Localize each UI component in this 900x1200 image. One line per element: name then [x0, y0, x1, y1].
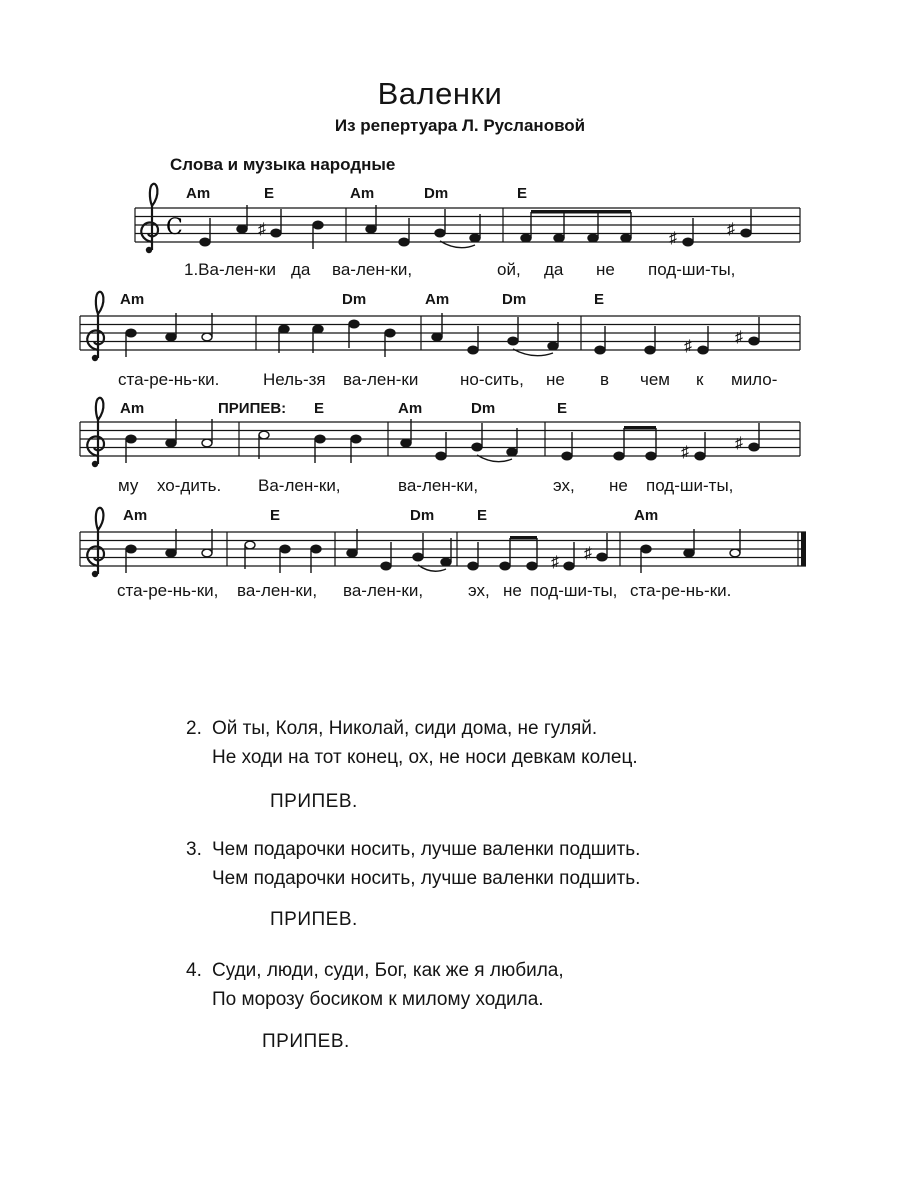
verse-number: 3.: [186, 839, 202, 860]
lyric: ста-ре-нь-ки.: [118, 370, 220, 389]
lyric: чем: [640, 370, 670, 389]
lyric: мило-: [731, 370, 778, 389]
refrain-label: ПРИПЕВ.: [262, 1031, 350, 1052]
chord: Dm: [471, 400, 496, 417]
chord: E: [264, 185, 275, 202]
lyric: Ва-лен-ки,: [258, 476, 341, 495]
verse-4: [186, 956, 564, 1014]
lyric: не: [596, 260, 615, 279]
lyric: Нель-зя: [263, 370, 326, 389]
chord: Am: [425, 291, 450, 308]
lyric: но-сить,: [460, 370, 524, 389]
lyric: му: [118, 476, 139, 495]
lyric: ва-лен-ки,: [398, 476, 479, 495]
treble-clef-icon: [141, 184, 158, 253]
refrain-label: ПРИПЕВ.: [270, 791, 358, 812]
chord: Dm: [502, 291, 527, 308]
staff-system-1: [135, 184, 800, 279]
treble-clef-icon: [87, 398, 104, 467]
song-title: Валенки: [377, 76, 503, 111]
chord: E: [477, 507, 488, 524]
chord: E: [517, 185, 528, 202]
lyric: 1.Ва-лен-ки: [184, 260, 276, 279]
staff-system-2: [80, 291, 800, 389]
chord: Am: [350, 185, 375, 202]
song-credits: Слова и музыка народные: [170, 155, 396, 174]
verse-2: [186, 714, 638, 772]
chord: Dm: [424, 185, 449, 202]
verse-3: [186, 835, 640, 893]
verse-line: Чем подарочки носить, лучше валенки подшить.: [212, 839, 641, 860]
lyric: не: [503, 581, 522, 600]
chord: Am: [120, 400, 145, 417]
lyric: под-ши-ты,: [530, 581, 618, 600]
verse-line: Ой ты, Коля, Николай, сиди дома, не гуляй.: [212, 718, 598, 739]
lyric: да: [291, 260, 311, 279]
song-subtitle: Из репертуара Л. Руслановой: [334, 116, 586, 135]
lyric: эх,: [468, 581, 490, 600]
time-signature: C: [166, 215, 183, 240]
verse-number: 4.: [186, 960, 202, 981]
verse-line: По морозу босиком к милому ходила.: [212, 989, 544, 1010]
lyric: ста-ре-нь-ки.: [630, 581, 732, 600]
lyric: хо-дить.: [157, 476, 222, 495]
lyric: эх,: [553, 476, 575, 495]
svg-text:♯: ♯: [258, 221, 266, 238]
chord: E: [594, 291, 605, 308]
svg-text:♯: ♯: [551, 554, 559, 571]
final-barline: [801, 532, 806, 566]
svg-text:♯: ♯: [735, 435, 743, 452]
chorus-label: ПРИПЕВ:: [218, 400, 287, 417]
svg-text:♯: ♯: [669, 230, 677, 247]
lyric: ва-лен-ки,: [343, 581, 424, 600]
chord: Am: [398, 400, 423, 417]
svg-text:♯: ♯: [681, 444, 689, 461]
chord: Am: [186, 185, 211, 202]
lyric: в: [600, 370, 610, 389]
chord: E: [270, 507, 281, 524]
lyric: к: [696, 370, 704, 389]
chord: Am: [123, 507, 148, 524]
staff-system-3: [80, 398, 800, 495]
chord: E: [314, 400, 325, 417]
treble-clef-icon: [87, 508, 104, 577]
lyric: да: [544, 260, 564, 279]
chord: Am: [120, 291, 145, 308]
verse-line: Не ходи на тот конец, ох, не носи девкам колец.: [212, 747, 638, 768]
chord: Am: [634, 507, 659, 524]
chord: Dm: [410, 507, 435, 524]
refrain-label: ПРИПЕВ.: [270, 909, 358, 930]
lyric: ва-лен-ки: [343, 370, 419, 389]
svg-text:♯: ♯: [684, 338, 692, 355]
staff-lines: [135, 208, 800, 242]
svg-text:♯: ♯: [727, 221, 735, 238]
verse-number: 2.: [186, 718, 202, 739]
chord: Dm: [342, 291, 367, 308]
svg-text:♯: ♯: [584, 545, 592, 562]
chord: E: [557, 400, 568, 417]
lyric: под-ши-ты,: [648, 260, 736, 279]
lyric: ста-ре-нь-ки,: [117, 581, 219, 600]
treble-clef-icon: [87, 292, 104, 361]
lyric: ва-лен-ки,: [237, 581, 318, 600]
lyric: ой,: [497, 260, 521, 279]
lyric: не: [546, 370, 565, 389]
verse-line: Суди, люди, суди, Бог, как же я любила,: [212, 960, 564, 981]
lyric: не: [609, 476, 628, 495]
lyric: под-ши-ты,: [646, 476, 734, 495]
svg-text:♯: ♯: [735, 329, 743, 346]
verse-line: Чем подарочки носить, лучше валенки подшить.: [212, 868, 641, 889]
staff-system-4: [80, 507, 806, 600]
lyric: ва-лен-ки,: [332, 260, 413, 279]
